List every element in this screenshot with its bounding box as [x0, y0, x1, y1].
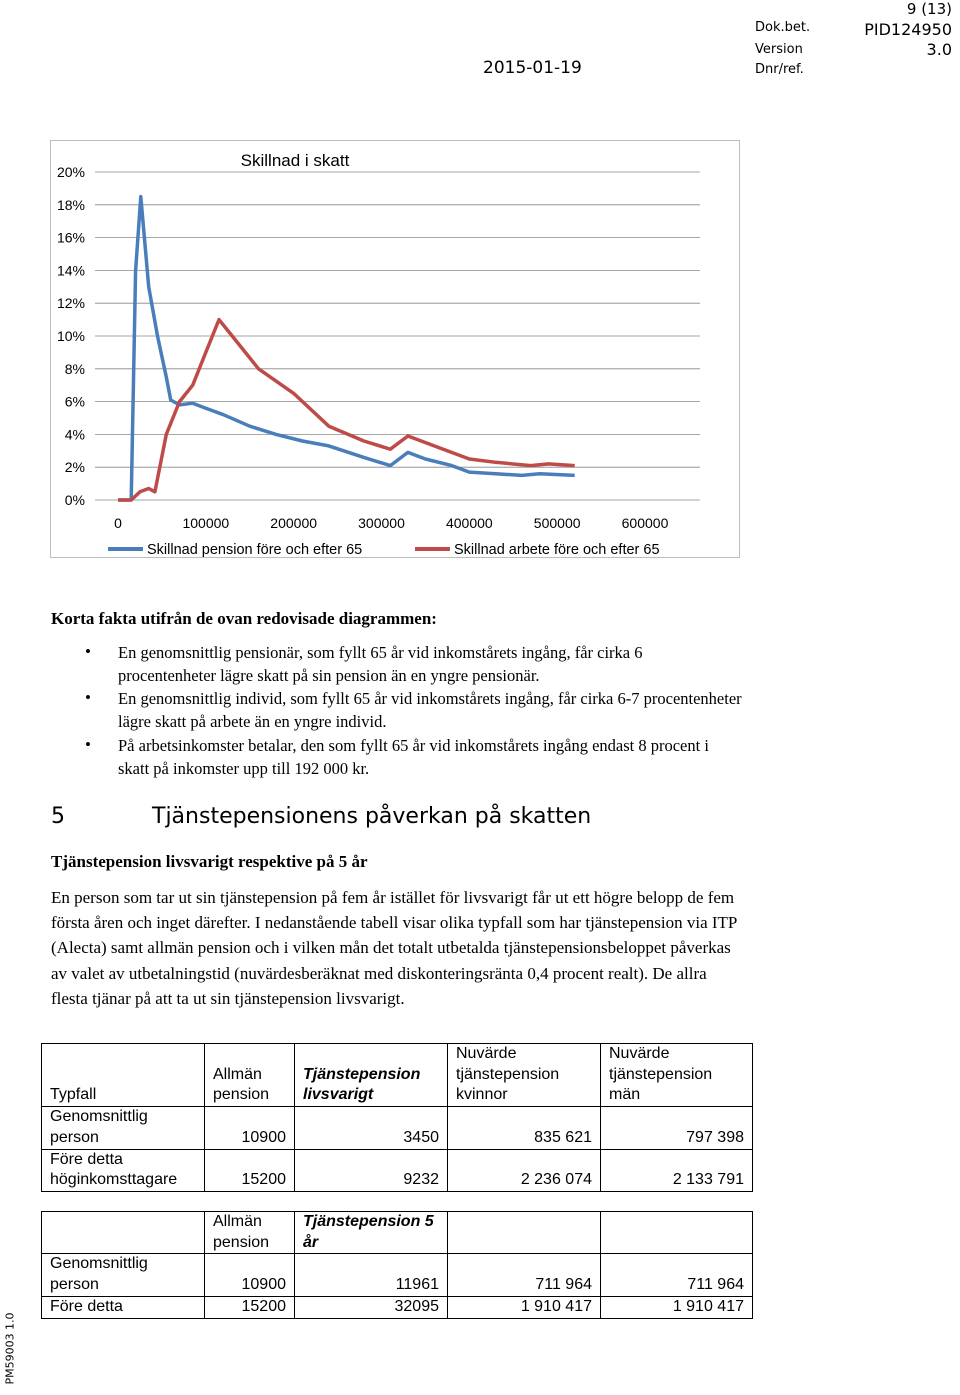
table-header-cell — [42, 1212, 205, 1254]
y-tick-label: 2% — [64, 459, 85, 476]
pension-table-5-ar — [41, 1211, 753, 1319]
version-label: Version — [755, 42, 803, 57]
form-code: PM59003 1.0 — [3, 1312, 17, 1385]
x-tick-label: 0 — [114, 515, 122, 531]
table-row — [42, 1149, 753, 1191]
table-cell: 9232 — [295, 1149, 448, 1191]
table-cell: Före detta höginkomsttagare — [42, 1149, 205, 1191]
table-cell: Genomsnittlig person — [42, 1107, 205, 1149]
table-header-cell: Tjänstepension livsvarigt — [295, 1044, 448, 1107]
table-cell: 1 910 417 — [601, 1296, 753, 1318]
y-tick-label: 4% — [64, 426, 85, 443]
table-cell: 835 621 — [448, 1107, 601, 1149]
table-header-cell: Allmän pension — [205, 1212, 295, 1254]
table-row — [42, 1107, 753, 1149]
bullet-dot: • — [85, 735, 91, 754]
table-cell: 2 133 791 — [601, 1149, 753, 1191]
table-cell: 10900 — [205, 1254, 295, 1296]
table-cell: 32095 — [295, 1296, 448, 1318]
version-value: 3.0 — [926, 40, 952, 59]
table-cell: 10900 — [205, 1107, 295, 1149]
table-cell: 711 964 — [601, 1254, 753, 1296]
table-cell: 15200 — [205, 1296, 295, 1318]
series-line — [118, 197, 575, 500]
fact-bullet — [85, 641, 743, 687]
table-cell: 3450 — [295, 1107, 448, 1149]
bullet-dot: • — [85, 688, 91, 707]
table-cell: Genomsnittlig person — [42, 1254, 205, 1296]
body-paragraph: En person som tar ut sin tjänstepension på fem år istället för livsvarigt får ut ett högre belopp de fem första åren och inget därefter. I nedanstående tabell visar olika typfall som har tjänstepension via ITP (Alecta) samt allmän pension och i vilken mån det totalt utbetalda tjänstepensionsbeloppet påverkas av valet av utbetalningstid (nuvärdesberäknat med diskonteringsränta 0,4 procent realt). De allra flesta tjänar på att ta ut sin tjänstepension livsvarigt. — [51, 888, 737, 1008]
document-date: 2015-01-19 — [483, 58, 582, 78]
table-cell: 1 910 417 — [448, 1296, 601, 1318]
facts-title: Korta fakta utifrån de ovan redovisade diagrammen: — [51, 609, 437, 628]
x-tick-label: 200000 — [270, 515, 318, 531]
section-title: Tjänstepensionens påverkan på skatten — [152, 804, 592, 829]
y-tick-label: 18% — [56, 196, 85, 213]
table-header-cell — [448, 1212, 601, 1254]
page-number: 9 (13) — [906, 0, 952, 18]
fact-text: En genomsnittlig pensionär, som fyllt 65 år vid inkomstårets ingång, får cirka 6 procentenheter lägre skatt på sin pension än en yngre pensionär. — [118, 643, 643, 685]
x-tick-label: 100000 — [182, 515, 230, 531]
fact-text: På arbetsinkomster betalar, den som fyllt 65 år vid inkomstårets ingång endast 8 procent i skatt på inkomster upp till 192 000 kr. — [118, 736, 709, 778]
table-row — [42, 1296, 753, 1318]
tax-difference-chart — [0, 0, 960, 560]
table-cell: 711 964 — [448, 1254, 601, 1296]
y-tick-label: 12% — [56, 295, 85, 312]
table-header-row — [42, 1212, 753, 1254]
chart-title: Skillnad i skatt — [240, 151, 350, 170]
dnr-ref-label: Dnr/ref. — [755, 62, 804, 77]
table-header-cell: Nuvärde tjänstepension män — [601, 1044, 753, 1107]
fact-bullet — [85, 687, 743, 733]
fact-bullet — [85, 734, 743, 780]
table-cell: Före detta — [42, 1296, 205, 1318]
x-tick-label: 300000 — [358, 515, 405, 531]
y-tick-label: 14% — [56, 262, 85, 279]
legend-label: Skillnad arbete före och efter 65 — [454, 542, 660, 558]
y-tick-label: 16% — [56, 229, 85, 246]
y-tick-label: 10% — [56, 328, 85, 344]
y-tick-label: 8% — [64, 360, 85, 377]
table-header-cell: Tjänstepension 5 år — [295, 1212, 448, 1254]
table-cell: 15200 — [205, 1149, 295, 1191]
table-header-cell: Typfall — [42, 1044, 205, 1107]
dok-bet-label: Dok.bet. — [755, 20, 811, 35]
pension-table-livsvarigt — [41, 1043, 753, 1192]
y-tick-label: 0% — [64, 492, 85, 508]
section-number: 5 — [51, 804, 65, 829]
table-header-cell — [601, 1212, 753, 1254]
x-tick-label: 500000 — [533, 515, 581, 531]
legend-label: Skillnad pension före och efter 65 — [147, 542, 363, 558]
table-cell: 11961 — [295, 1254, 448, 1296]
fact-text: En genomsnittlig individ, som fyllt 65 år vid inkomstårets ingång, får cirka 6-7 procentenheter lägre skatt på arbete än en yngre individ. — [118, 689, 742, 731]
bullet-dot: • — [85, 642, 91, 661]
x-tick-label: 600000 — [621, 515, 669, 531]
y-tick-label: 6% — [64, 393, 85, 410]
x-tick-label: 400000 — [445, 515, 493, 531]
table-row — [42, 1254, 753, 1296]
subsection-title: Tjänstepension livsvarigt respektive på 5 år — [51, 852, 368, 871]
table-cell: 2 236 074 — [448, 1149, 601, 1191]
y-tick-label: 20% — [56, 164, 85, 180]
dok-bet-value: PID124950 — [864, 20, 952, 39]
table-header-cell: Allmän pension — [205, 1044, 295, 1107]
table-header-row — [42, 1044, 753, 1107]
table-header-cell: Nuvärde tjänstepension kvinnor — [448, 1044, 601, 1107]
table-cell: 797 398 — [601, 1107, 753, 1149]
